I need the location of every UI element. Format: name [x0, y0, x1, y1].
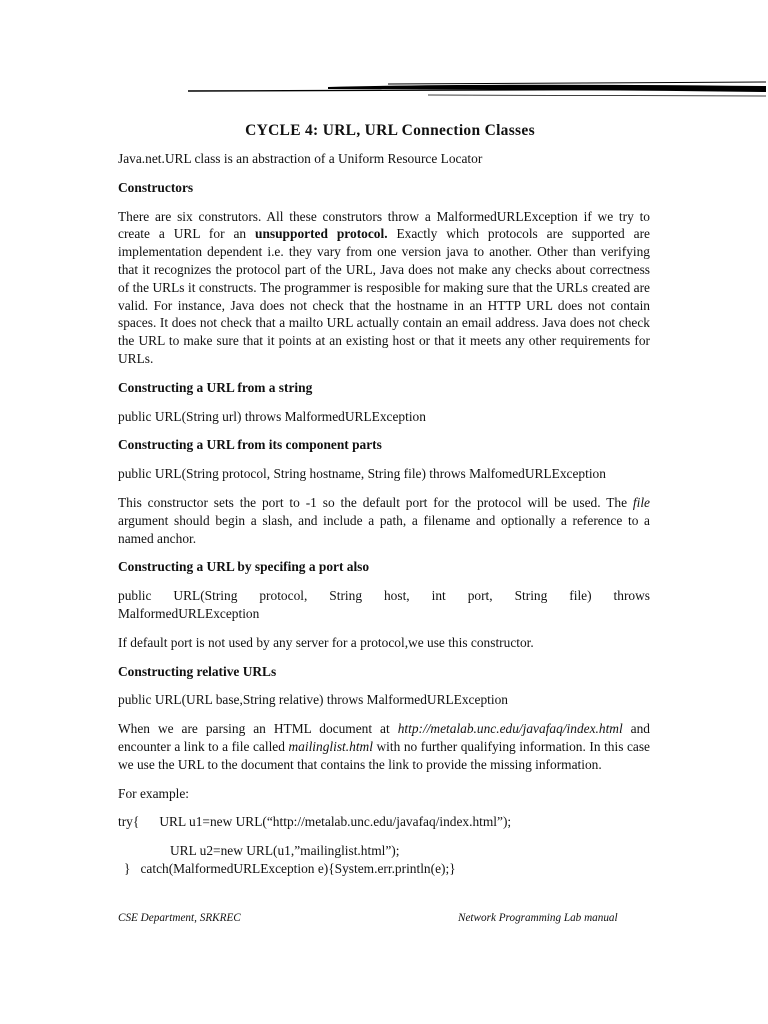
url-from-string-signature: public URL(String url) throws MalformedURLException: [118, 408, 426, 424]
url-with-port-heading: Constructing a URL by specifing a port also: [118, 559, 370, 575]
footer-department: CSE Department, SRKREC: [118, 912, 241, 924]
constructors-heading: Constructors: [118, 179, 194, 195]
constructors-text-1: There are six construtors. All these construtors throw a MalformedURLException if we try to create a URL for an: [118, 208, 650, 242]
url-with-port-paragraph: If default port is not used by any server for a protocol,we use this constructor.: [118, 634, 534, 650]
url-from-parts-heading: Constructing a URL from its component parts: [118, 437, 382, 453]
example-file: mailinglist.html: [288, 738, 373, 754]
code-line-1: try{ URL u1=new URL(“http://metalab.unc.edu/javafaq/index.html”);: [118, 814, 512, 830]
port-signature-line-2: MalformedURLException: [118, 605, 260, 621]
port-signature-line-1: public URL(String protocol, String host, int port, String file) throws: [118, 588, 650, 604]
relative-urls-heading: Constructing relative URLs: [118, 663, 277, 679]
parts-text-1: This constructor sets the port to -1 so the default port for the protocol will be used. The: [118, 494, 633, 510]
constructors-text-2: Exactly which protocols are supported are implementation dependent i.e. they vary from one version java to another. Other than verifying that it recognizes the protocol part of the URL, Java does not make any checks about correctness of the URLs it constructs. The programmer is resposible for making sure that the URLs created are valid. For instance, Java does not check that the hostname in an HTTP URL does not contain spaces. It does not check that a mailto URL actually contain an email address. Java does not check the URL to make sure that it points at an existing host or that it meets any other requirements for URLs.: [118, 226, 650, 366]
page-title: CYCLE 4: URL, URL Connection Classes: [245, 122, 535, 139]
relative-urls-signature: public URL(URL base,String relative) throws MalformedURLException: [118, 692, 508, 708]
example-url: http://metalab.unc.edu/javafaq/index.html: [397, 721, 623, 737]
header-decorative-rule: [188, 78, 766, 100]
footer-manual-title: Network Programming Lab manual: [458, 912, 618, 924]
document-body: [118, 122, 650, 878]
url-with-port-signature: [118, 587, 650, 623]
relative-text-1: When we are parsing an HTML document at: [118, 721, 398, 737]
constructors-paragraph: [118, 208, 650, 368]
url-from-parts-paragraph: [118, 494, 650, 547]
code-line-3: } catch(MalformedURLException e){System.err.println(e);}: [124, 861, 456, 877]
url-from-string-heading: Constructing a URL from a string: [118, 379, 313, 395]
relative-text-2: and encounter a link to a file called: [118, 721, 650, 754]
relative-urls-paragraph: [118, 720, 650, 773]
unsupported-protocol-emphasis: unsupported protocol.: [255, 226, 388, 242]
relative-text-3: with no further qualifying information. In this case we use the URL to the document that contains the link to provide the missing information.: [118, 738, 650, 772]
intro-text: Java.net.URL class is an abstraction of a Uniform Resource Locator: [118, 151, 483, 166]
for-example-label: For example:: [118, 785, 190, 801]
code-line-2: URL u2=new URL(u1,”mailinglist.html”);: [170, 843, 400, 859]
file-term: file: [632, 494, 650, 510]
parts-text-2: argument should begin a slash, and include a path, a filename and optionally a reference to a named anchor.: [118, 512, 650, 546]
url-from-parts-signature: public URL(String protocol, String hostname, String file) throws MalfomedURLException: [118, 466, 606, 482]
